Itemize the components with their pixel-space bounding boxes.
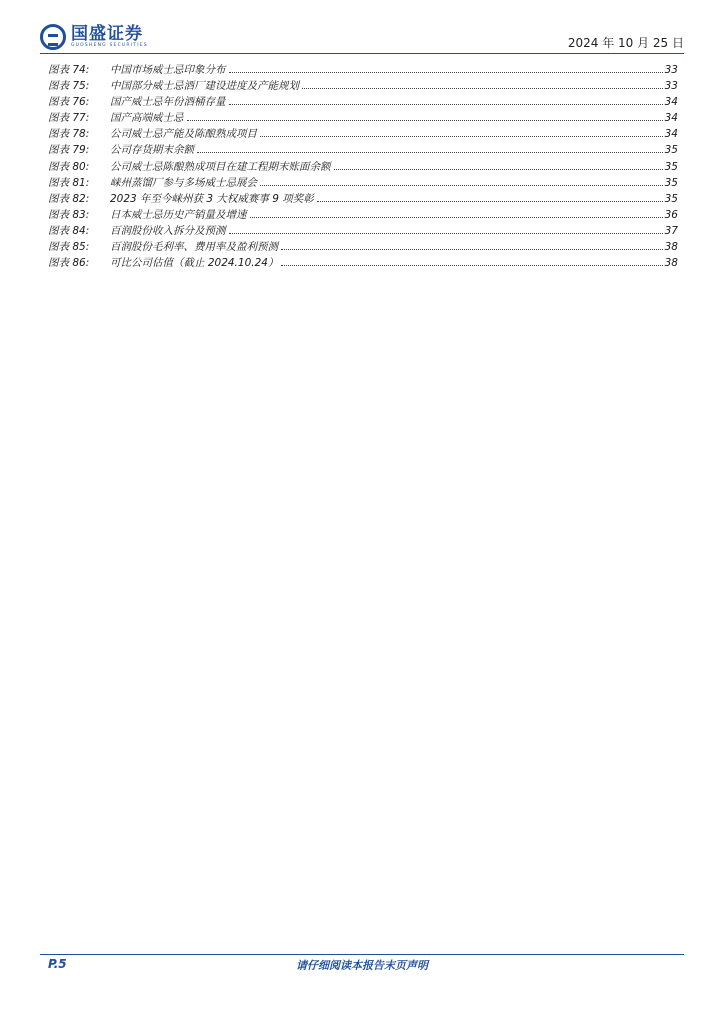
page-number: P.5 (48, 957, 67, 971)
toc-figure-title: 可比公司估值（截止 2024.10.24） (110, 257, 279, 270)
report-date: 2024 年 10 月 25 日 (567, 36, 684, 50)
toc-figure-label: 图表 77: (48, 112, 90, 125)
toc-figure-label: 图表 83: (48, 208, 90, 221)
toc-dot-leader (250, 217, 663, 218)
toc-page-number: 35 (664, 144, 678, 157)
toc-figure-title: 公司威士忌产能及陈酿熟成项目 (110, 128, 257, 141)
toc-page-number: 35 (664, 192, 678, 205)
toc-entry[interactable] (48, 126, 678, 142)
toc-figure-title: 国产威士忌年份酒桶存量 (110, 96, 226, 109)
toc-figure-label: 图表 76: (48, 96, 90, 109)
toc-dot-leader (334, 169, 663, 170)
header-divider (40, 53, 684, 54)
toc-figure-label: 图表 80: (48, 160, 90, 173)
toc-dot-leader (281, 265, 662, 266)
toc-figure-label: 图表 84: (48, 224, 90, 237)
toc-figure-label: 图表 85: (48, 241, 90, 254)
toc-dot-leader (281, 249, 663, 250)
toc-entry[interactable] (48, 78, 678, 94)
toc-page-number: 35 (664, 176, 678, 189)
toc-figure-title: 日本威士忌历史产销量及增速 (110, 208, 247, 221)
toc-figure-title: 百润股份收入拆分及预测 (110, 224, 226, 237)
company-logo (40, 20, 148, 54)
toc-entry[interactable] (48, 223, 678, 239)
toc-page-number: 36 (664, 208, 678, 221)
toc-figure-label: 图表 81: (48, 176, 90, 189)
toc-figure-title: 国产高端威士忌 (110, 112, 184, 125)
toc-entry[interactable] (48, 175, 678, 191)
toc-figure-label: 图表 86: (48, 257, 90, 270)
toc-entry[interactable] (48, 191, 678, 207)
logo-name-en: GUOSHENG SECURITIES (71, 43, 148, 48)
toc-figure-label: 图表 75: (48, 80, 90, 93)
toc-figure-title: 2023 年至今崃州获 3 大权威赛事 9 项奖彰 (110, 192, 314, 205)
toc-page-number: 34 (664, 96, 678, 109)
toc-page-number: 34 (664, 112, 678, 125)
toc-entry[interactable] (48, 159, 678, 175)
toc-entry[interactable] (48, 110, 678, 126)
toc-figure-title: 百润股份毛利率、费用率及盈利预测 (110, 241, 278, 254)
toc-figure-label: 图表 74: (48, 64, 90, 76)
toc-entry[interactable] (48, 94, 678, 110)
footer-divider (40, 954, 684, 955)
figure-list (48, 62, 678, 271)
footer-disclaimer: 请仔细阅读本报告末页声明 (296, 959, 428, 972)
toc-page-number: 35 (664, 160, 678, 173)
toc-figure-label: 图表 82: (48, 192, 90, 205)
guosheng-logo-icon (40, 24, 66, 50)
toc-page-number: 34 (664, 128, 678, 141)
logo-name-cn: 国盛证券 (71, 24, 143, 44)
toc-page-number: 37 (664, 224, 678, 237)
toc-figure-title: 公司存货期末余额 (110, 144, 194, 157)
toc-figure-title: 中国市场威士忌印象分布 (110, 64, 226, 76)
toc-entry[interactable] (48, 207, 678, 223)
toc-figure-title: 崃州蒸馏厂参与多场威士忌展会 (110, 176, 257, 189)
toc-figure-title: 中国部分威士忌酒厂建设进度及产能规划 (110, 80, 299, 93)
toc-dot-leader (229, 72, 663, 73)
toc-dot-leader (317, 201, 663, 202)
toc-dot-leader (302, 88, 663, 89)
toc-dot-leader (187, 120, 663, 121)
toc-page-number: 33 (664, 80, 678, 93)
toc-dot-leader (197, 152, 663, 153)
page-header (40, 20, 684, 54)
toc-page-number: 38 (664, 257, 678, 270)
toc-entry[interactable] (48, 239, 678, 255)
toc-figure-title: 公司威士忌陈酿熟成项目在建工程期末账面余额 (110, 160, 331, 173)
toc-dot-leader (260, 136, 663, 137)
toc-page-number: 38 (664, 241, 678, 254)
toc-dot-leader (229, 233, 663, 234)
toc-dot-leader (260, 185, 663, 186)
toc-figure-label: 图表 79: (48, 144, 90, 157)
toc-dot-leader (229, 104, 663, 105)
toc-entry[interactable] (48, 62, 678, 78)
toc-entry[interactable] (48, 255, 678, 271)
toc-figure-label: 图表 78: (48, 128, 90, 141)
toc-entry[interactable] (48, 142, 678, 158)
toc-page-number: 33 (664, 64, 678, 76)
